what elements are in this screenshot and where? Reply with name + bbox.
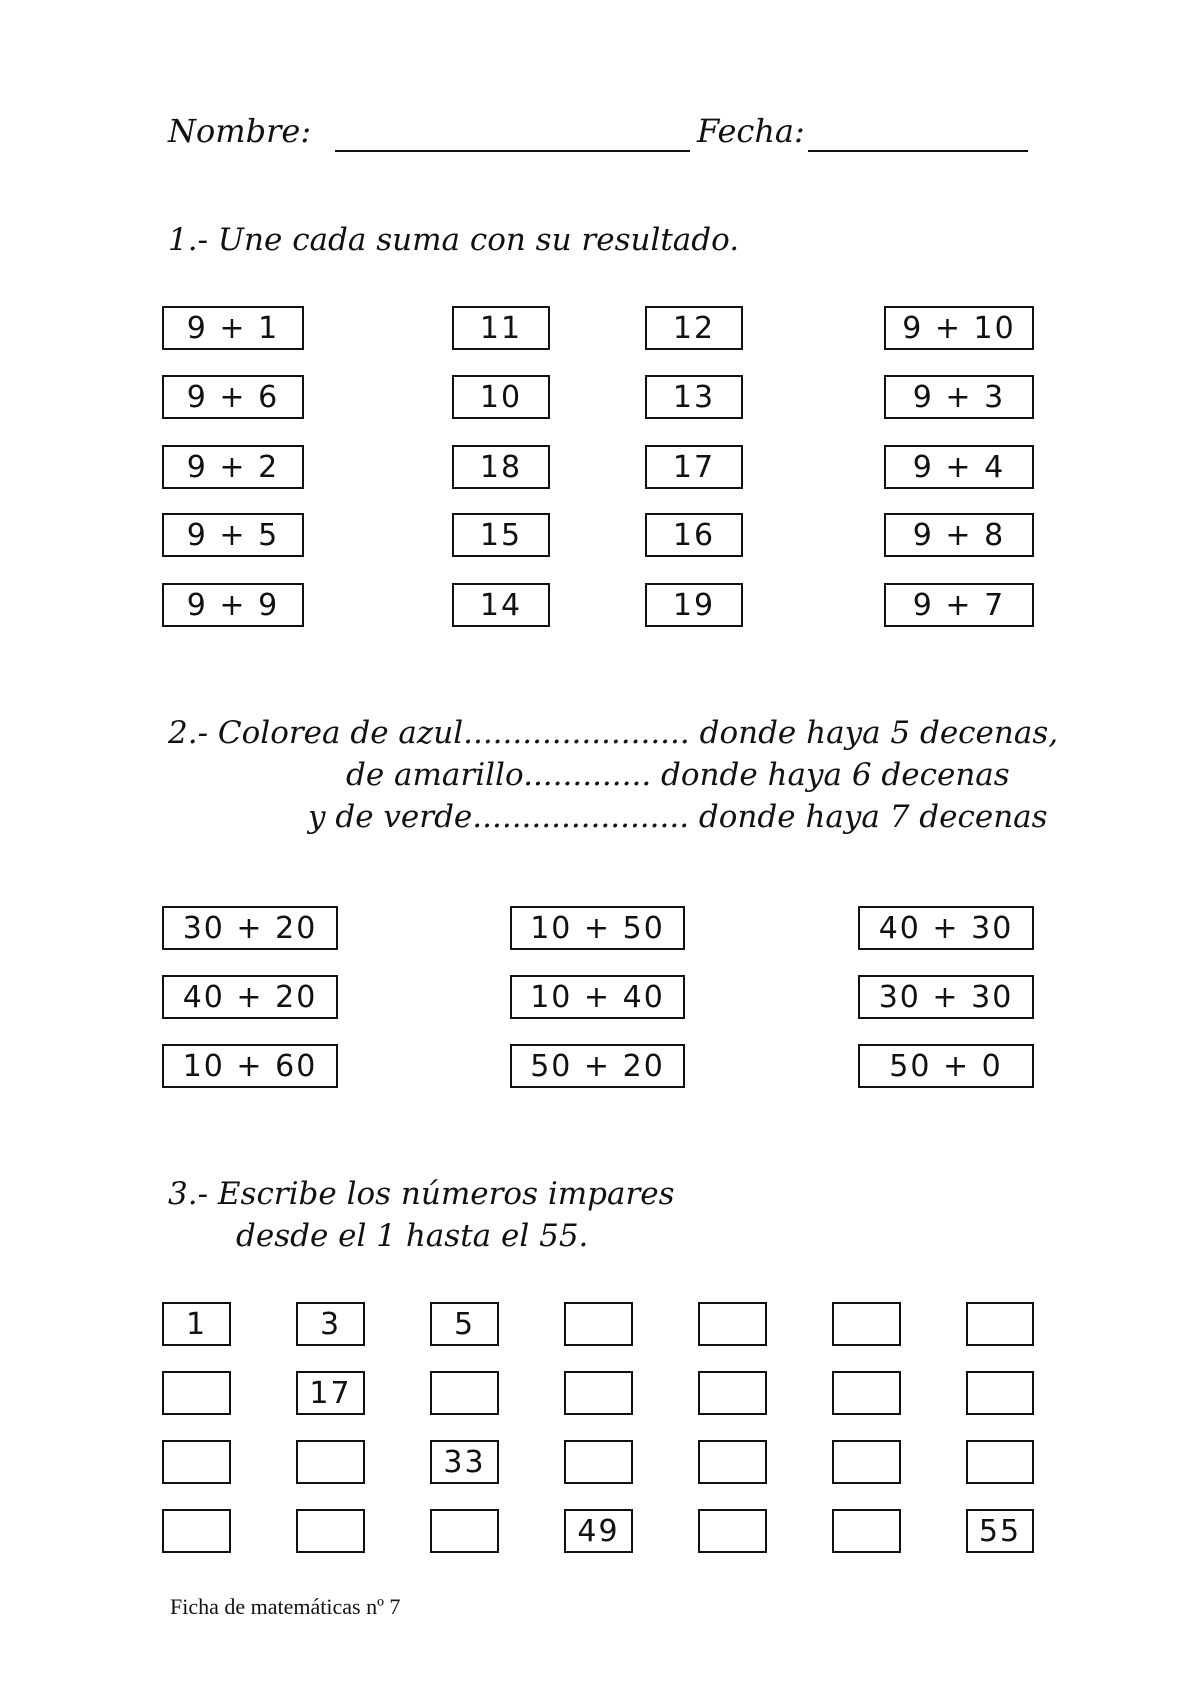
date-label: Fecha: [697, 112, 805, 150]
odd-number-empty-box[interactable] [966, 1371, 1034, 1415]
sum-box: 9 + 1 [162, 306, 304, 350]
result-box: 11 [452, 306, 550, 350]
section2-instruction-line3: y de verde...................... donde haya 7 decenas [308, 799, 1048, 835]
section3-instruction-line1: 3.- Escribe los números impares [168, 1176, 675, 1212]
result-box: 17 [645, 445, 743, 489]
odd-number-empty-box[interactable] [698, 1440, 767, 1484]
odd-number-empty-box[interactable] [296, 1509, 365, 1553]
odd-number-empty-box[interactable] [698, 1509, 767, 1553]
color-sum-box[interactable]: 40 + 20 [162, 975, 338, 1019]
odd-number-empty-box[interactable] [966, 1302, 1034, 1346]
odd-number-empty-box[interactable] [296, 1440, 365, 1484]
result-box: 19 [645, 583, 743, 627]
sum-box: 9 + 10 [884, 306, 1034, 350]
result-box: 12 [645, 306, 743, 350]
color-sum-box[interactable]: 30 + 30 [858, 975, 1034, 1019]
section2-instruction-line2: de amarillo............. donde haya 6 decenas [346, 757, 1010, 793]
odd-number-empty-box[interactable] [832, 1509, 901, 1553]
odd-number-box: 49 [564, 1509, 633, 1553]
odd-number-empty-box[interactable] [564, 1440, 633, 1484]
result-box: 14 [452, 583, 550, 627]
footer-text: Ficha de matemáticas nº 7 [170, 1594, 401, 1619]
odd-number-empty-box[interactable] [564, 1371, 633, 1415]
odd-number-box: 17 [296, 1371, 365, 1415]
section1-title: 1.- Une cada suma con su resultado. [168, 222, 740, 258]
sum-box: 9 + 5 [162, 513, 304, 557]
name-field-line[interactable] [335, 150, 690, 152]
section3-instruction-line2: desde el 1 hasta el 55. [236, 1218, 589, 1254]
odd-number-box: 55 [966, 1509, 1034, 1553]
sum-box: 9 + 6 [162, 375, 304, 419]
result-box: 18 [452, 445, 550, 489]
odd-number-empty-box[interactable] [698, 1371, 767, 1415]
odd-number-empty-box[interactable] [162, 1440, 231, 1484]
color-sum-box[interactable]: 50 + 20 [510, 1044, 685, 1088]
result-box: 13 [645, 375, 743, 419]
odd-number-box: 3 [296, 1302, 365, 1346]
odd-number-empty-box[interactable] [564, 1302, 633, 1346]
result-box: 16 [645, 513, 743, 557]
odd-number-box: 33 [430, 1440, 499, 1484]
odd-number-empty-box[interactable] [162, 1371, 231, 1415]
sum-box: 9 + 2 [162, 445, 304, 489]
odd-number-empty-box[interactable] [698, 1302, 767, 1346]
sum-box: 9 + 9 [162, 583, 304, 627]
section2-instruction-line1: 2.- Colorea de azul....................... donde haya 5 decenas, [168, 715, 1059, 751]
color-sum-box[interactable]: 50 + 0 [858, 1044, 1034, 1088]
sum-box: 9 + 3 [884, 375, 1034, 419]
date-field-line[interactable] [808, 150, 1028, 152]
odd-number-box: 1 [162, 1302, 231, 1346]
sum-box: 9 + 7 [884, 583, 1034, 627]
sum-box: 9 + 4 [884, 445, 1034, 489]
odd-number-empty-box[interactable] [162, 1509, 231, 1553]
odd-number-empty-box[interactable] [832, 1371, 901, 1415]
color-sum-box[interactable]: 10 + 50 [510, 906, 685, 950]
sum-box: 9 + 8 [884, 513, 1034, 557]
odd-number-empty-box[interactable] [430, 1509, 499, 1553]
name-label: Nombre: [168, 112, 312, 150]
odd-number-empty-box[interactable] [832, 1440, 901, 1484]
color-sum-box[interactable]: 30 + 20 [162, 906, 338, 950]
odd-number-empty-box[interactable] [832, 1302, 901, 1346]
odd-number-box: 5 [430, 1302, 499, 1346]
result-box: 15 [452, 513, 550, 557]
color-sum-box[interactable]: 40 + 30 [858, 906, 1034, 950]
odd-number-empty-box[interactable] [966, 1440, 1034, 1484]
color-sum-box[interactable]: 10 + 60 [162, 1044, 338, 1088]
color-sum-box[interactable]: 10 + 40 [510, 975, 685, 1019]
result-box: 10 [452, 375, 550, 419]
odd-number-empty-box[interactable] [430, 1371, 499, 1415]
